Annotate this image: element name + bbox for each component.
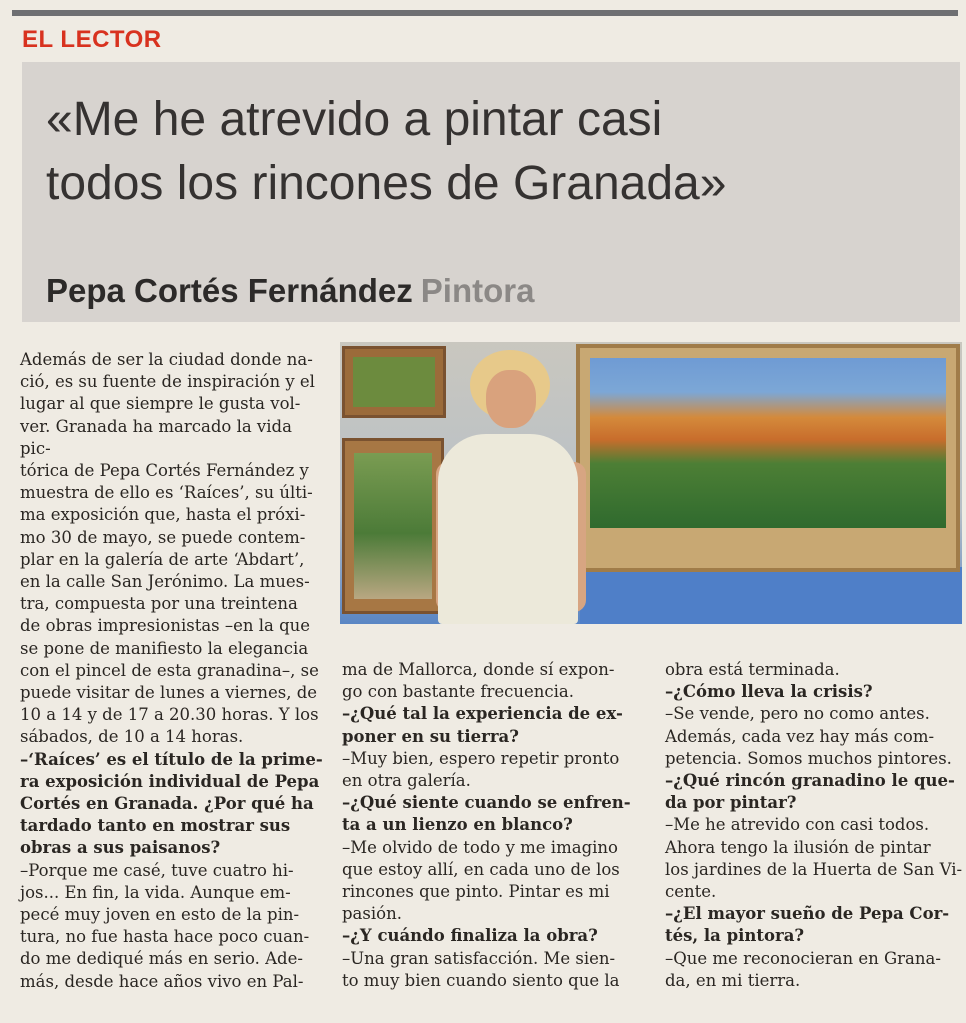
text-line: tura, no fue hasta hace poco cuan- bbox=[20, 927, 310, 947]
question-line: ra exposición individual de Pepa bbox=[20, 771, 320, 791]
text-line: de obras impresionistas –en la que bbox=[20, 616, 311, 636]
question-line: –¿El mayor sueño de Pepa Cor- bbox=[665, 904, 950, 924]
text-line: en la calle San Jerónimo. La mues- bbox=[20, 572, 310, 592]
text-line: se pone de manifiesto la elegancia bbox=[20, 638, 309, 658]
question-line: –‘Raíces’ es el título de la prime- bbox=[20, 749, 323, 769]
text-line: mo 30 de mayo, se puede contem- bbox=[20, 527, 306, 547]
question-line: da por pintar? bbox=[665, 793, 797, 813]
headline-line-2: todos los rincones de Granada» bbox=[46, 157, 727, 210]
text-line: plar en la galería de arte ‘Abdart’, bbox=[20, 549, 305, 569]
text-line: –Que me reconocieran en Grana- bbox=[665, 948, 941, 968]
question-line: ta a un lienzo en blanco? bbox=[342, 815, 573, 835]
text-line: –Me he atrevido con casi todos. bbox=[665, 815, 930, 835]
section-label: EL LECTOR bbox=[22, 26, 162, 53]
headline-line-1: «Me he atrevido a pintar casi bbox=[46, 93, 663, 146]
text-line: ció, es su fuente de inspiración y el bbox=[20, 372, 315, 392]
question-line: –¿Qué siente cuando se enfren- bbox=[342, 793, 631, 813]
small-painting-top bbox=[342, 346, 446, 418]
text-line: petencia. Somos muchos pintores. bbox=[665, 748, 952, 768]
text-line: obra está terminada. bbox=[665, 660, 840, 679]
text-line: pasión. bbox=[342, 904, 402, 924]
large-painting bbox=[576, 344, 960, 572]
text-line: en otra galería. bbox=[342, 771, 471, 791]
text-line: más, desde hace años vivo en Pal- bbox=[20, 971, 304, 991]
top-rule bbox=[12, 10, 958, 16]
question-line: tés, la pintora? bbox=[665, 926, 805, 946]
text-line: ver. Granada ha marcado la vida pic- bbox=[20, 416, 292, 458]
question-line: obras a sus paisanos? bbox=[20, 838, 221, 858]
text-line: –Una gran satisfacción. Me sien- bbox=[342, 948, 616, 968]
text-line: ma de Mallorca, donde sí expon- bbox=[342, 660, 615, 679]
byline-name: Pepa Cortés Fernández bbox=[46, 272, 413, 309]
article-column-2 bbox=[342, 659, 642, 992]
text-line: go con bastante frecuencia. bbox=[342, 682, 575, 702]
text-line: –Me olvido de todo y me imagino bbox=[342, 837, 618, 857]
article-photo bbox=[340, 342, 962, 624]
text-line: –Porque me casé, tuve cuatro hi- bbox=[20, 860, 294, 880]
text-line: que estoy allí, en cada uno de los bbox=[342, 859, 620, 879]
question-line: tardado tanto en mostrar sus bbox=[20, 816, 291, 836]
text-line: do me dediqué más en serio. Ade- bbox=[20, 949, 303, 969]
text-line: muestra de ello es ‘Raíces’, su últi- bbox=[20, 483, 313, 503]
text-line: sábados, de 10 a 14 horas. bbox=[20, 727, 244, 747]
question-line: –¿Cómo lleva la crisis? bbox=[665, 682, 873, 702]
text-line: cente. bbox=[665, 882, 717, 902]
text-line: pecé muy joven en esto de la pin- bbox=[20, 905, 300, 925]
text-line: ma exposición que, hasta el próxi- bbox=[20, 505, 306, 525]
text-line: puede visitar de lunes a viernes, de bbox=[20, 683, 318, 703]
question-line: –¿Qué tal la experiencia de ex- bbox=[342, 704, 623, 724]
text-line: con el pincel de esta granadina–, se bbox=[20, 660, 319, 680]
text-line: jos... En fin, la vida. Aunque em- bbox=[20, 882, 291, 902]
byline-role: Pintora bbox=[420, 272, 535, 309]
text-line: –Muy bien, espero repetir pronto bbox=[342, 748, 620, 768]
question-line: poner en su tierra? bbox=[342, 726, 519, 746]
text-line: Además, cada vez hay más com- bbox=[665, 726, 935, 746]
text-line: rincones que pinto. Pintar es mi bbox=[342, 882, 610, 902]
text-line: lugar al que siempre le gusta vol- bbox=[20, 394, 301, 414]
article-column-1 bbox=[20, 349, 325, 993]
text-line: tórica de Pepa Cortés Fernández y bbox=[20, 461, 309, 481]
text-line: da, en mi tierra. bbox=[665, 970, 801, 990]
text-line: los jardines de la Huerta de San Vi- bbox=[665, 859, 963, 879]
byline bbox=[46, 272, 534, 310]
text-line: –Se vende, pero no como antes. bbox=[665, 704, 930, 724]
text-line: Además de ser la ciudad donde na- bbox=[20, 350, 313, 369]
question-line: –¿Qué rincón granadino le que- bbox=[665, 771, 955, 791]
text-line: tra, compuesta por una treintena bbox=[20, 594, 298, 614]
question-line: Cortés en Granada. ¿Por qué ha bbox=[20, 794, 314, 814]
article-column-3 bbox=[665, 659, 963, 992]
painter-figure bbox=[438, 434, 578, 624]
text-line: 10 a 14 y de 17 a 20.30 horas. Y los bbox=[20, 705, 319, 725]
text-line: to muy bien cuando siento que la bbox=[342, 970, 620, 990]
small-painting-bottom bbox=[342, 438, 444, 614]
headline bbox=[46, 88, 906, 216]
question-line: –¿Y cuándo finaliza la obra? bbox=[342, 926, 598, 946]
text-line: Ahora tengo la ilusión de pintar bbox=[665, 837, 931, 857]
